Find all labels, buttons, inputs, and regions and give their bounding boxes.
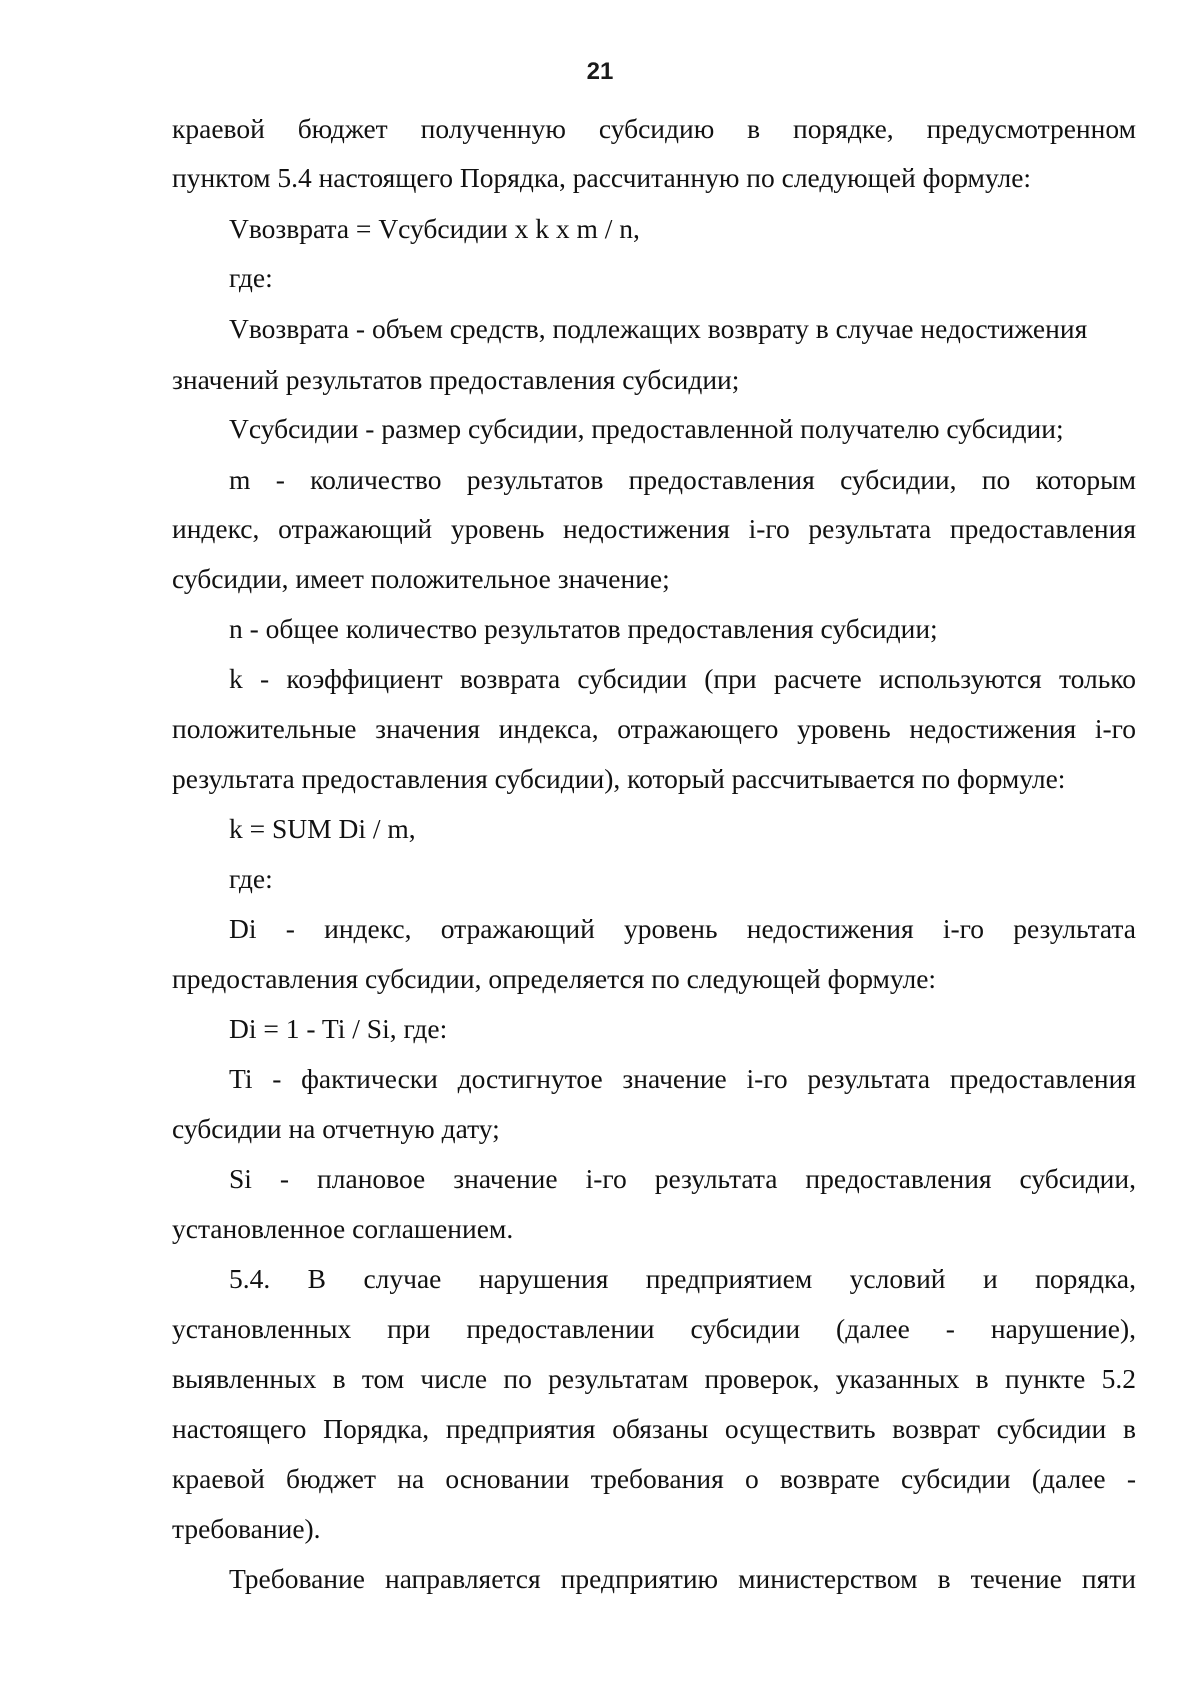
text-line: m - количество результатов предоставления субсидии, по которым <box>229 464 1136 495</box>
text-line: Si - плановое значение i-го результата предоставления субсидии, <box>229 1163 1136 1194</box>
text-line: требование). <box>172 1513 321 1544</box>
section-5-4-line: 5.4. В случае нарушения предприятием условий и порядка, <box>229 1263 1136 1294</box>
formula-line: Vвозврата = Vсубсидии x k x m / n, <box>229 213 640 244</box>
text-line: Vвозврата - объем средств, подлежащих возврату в случае недостижения <box>229 313 1088 344</box>
text-line: установленных при предоставлении субсидии (далее - нарушение), <box>172 1313 1136 1344</box>
text-line: Требование направляется предприятию министерством в течение пяти <box>229 1563 1136 1594</box>
text-line: значений результатов предоставления субсидии; <box>172 364 740 395</box>
text-line: k - коэффициент возврата субсидии (при расчете используются только <box>229 663 1136 694</box>
text-line: результата предоставления субсидии), который рассчитывается по формуле: <box>172 763 1066 794</box>
formula-line: k = SUM Di / m, <box>229 813 416 844</box>
text-line: Di - индекс, отражающий уровень недостижения i-го результата <box>229 913 1136 944</box>
text-line: субсидии, имеет положительное значение; <box>172 563 670 594</box>
text-line: настоящего Порядка, предприятия обязаны осуществить возврат субсидии в <box>172 1413 1136 1444</box>
text-line: где: <box>229 262 273 293</box>
text-line: установленное соглашением. <box>172 1213 514 1244</box>
text-line: краевой бюджет полученную субсидию в порядке, предусмотренном <box>172 113 1136 144</box>
page-number: 21 <box>586 58 614 85</box>
text-line: индекс, отражающий уровень недостижения i-го результата предоставления <box>172 513 1136 544</box>
formula-line: Di = 1 - Ti / Si, где: <box>229 1013 448 1044</box>
text-line: выявленных в том числе по результатам проверок, указанных в пункте 5.2 <box>172 1363 1136 1394</box>
text-line: n - общее количество результатов предоставления субсидии; <box>229 613 938 644</box>
text-line: субсидии на отчетную дату; <box>172 1113 500 1144</box>
text-line: предоставления субсидии, определяется по следующей формуле: <box>172 963 937 994</box>
text-line: где: <box>229 863 273 894</box>
text-line: положительные значения индекса, отражающего уровень недостижения i-го <box>172 713 1136 744</box>
text-line: Vсубсидии - размер субсидии, предоставленной получателю субсидии; <box>229 413 1064 444</box>
text-line: Ti - фактически достигнутое значение i-го результата предоставления <box>229 1063 1136 1094</box>
text-line: пунктом 5.4 настоящего Порядка, рассчитанную по следующей формуле: <box>172 162 1032 193</box>
text-line: краевой бюджет на основании требования о возврате субсидии (далее - <box>172 1463 1136 1494</box>
